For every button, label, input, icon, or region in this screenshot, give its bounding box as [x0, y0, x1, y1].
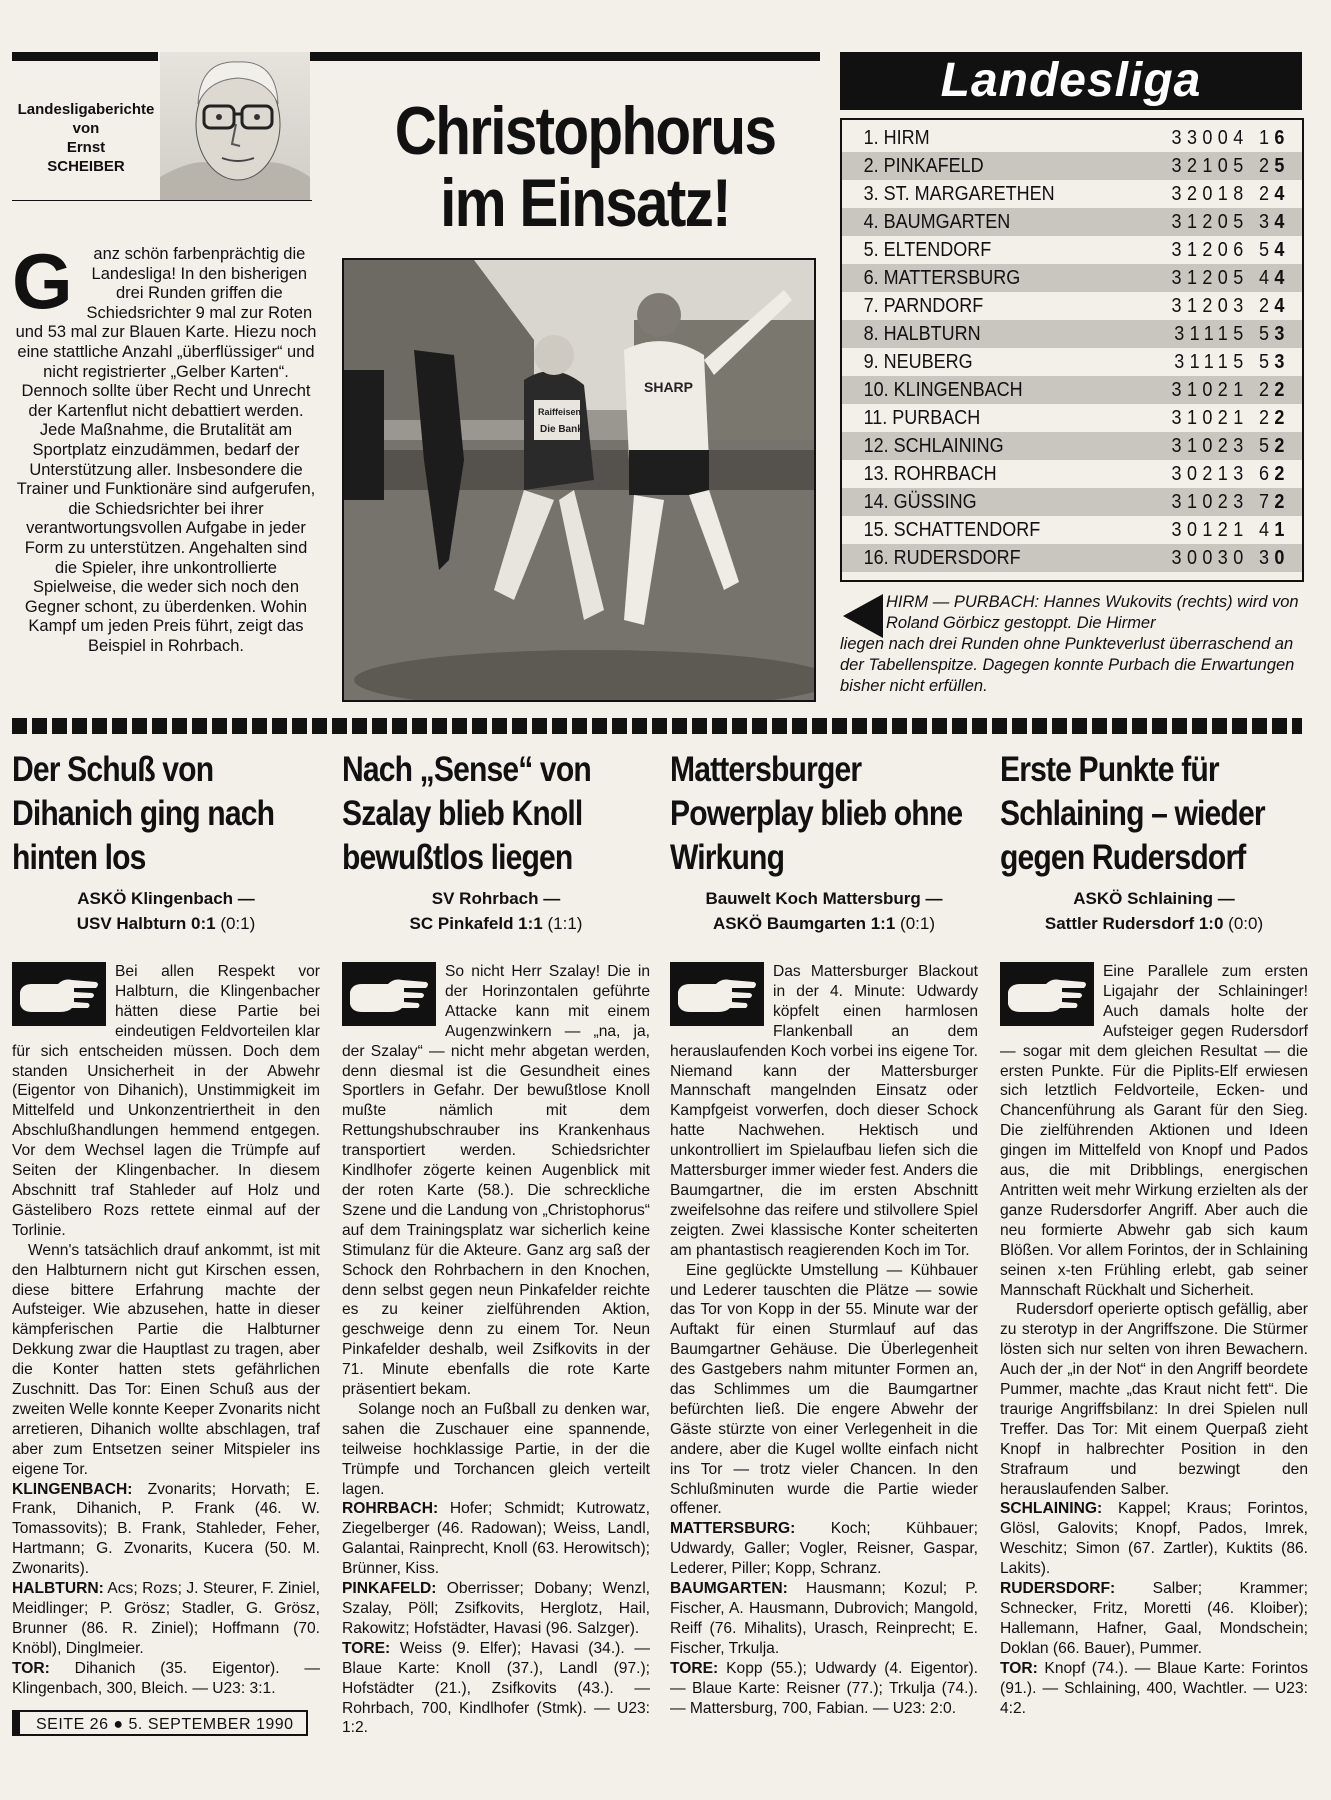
table-points: 2 [1274, 435, 1285, 457]
article-result [670, 911, 978, 936]
landesliga-title: Landesliga [840, 52, 1302, 110]
table-stats [1172, 152, 1285, 180]
caption-arrow-icon [843, 594, 883, 638]
article-body [1000, 962, 1308, 1718]
table-team: 9. NEUBERG [863, 351, 973, 373]
article-lineup: HALBTURN: Acs; Rozs; J. Steurer, F. Ziniel, Meidlinger; P. Grösz; Stadler, G. Grösz, Brunner (86. R. Ziniel); Hoffmann (70. Knöbl), Dinglmeier. [12, 1580, 320, 1657]
table-record: 30121 4 [1171, 519, 1275, 541]
table-team: 1. HIRM [863, 127, 930, 149]
table-stats [1172, 208, 1285, 236]
table-points: 4 [1274, 183, 1285, 205]
table-row [842, 348, 1302, 376]
article-body [12, 962, 320, 1699]
article-away-team-score: SC Pinkafeld 1:1 [409, 914, 543, 933]
intro-body: anz schön farbenprächtig die Landesliga! In den bisherigen drei Runden griffen die Schiedsrichter 9 mal zur Roten und 53 mal zur Blauen Karte. Hiezu noch eine stattliche Anzahl „überflüssiger“ und nicht registrierter „Gelber Karten“. Dennoch sollte über Recht und Unrecht der Kartenflut nicht debattiert werden. Jede Maßnahme, die Brutalität am Sportplatz einzudämmen, bedarf der Unterstützung aller. Insbesondere die Trainer und Funktionäre sind aufgerufen, die Schiedsrichter bei ihrer verantwortungsvollen Aufgabe in jeder Form zu unterstützen. Angehalten sind die Spieler, ihre unkontrollierte Spielweise, die weder sich noch den Gegner schont, zu überdenken. Wohin Kampf um jeden Preis führt, zeigt das Beispiel in Rohrbach. [15, 245, 317, 655]
article-lineup: BAUMGARTEN: Hausmann; Kozul; P. Fischer, A. Hausmann, Dubrovich; Mangold, Reiff (76. Mihalits), Urasch, Reinprecht; E. Fischer, Trkulja. [670, 1580, 978, 1657]
article-paragraph: So nicht Herr Szalay! Die in der Horinzontalen geführte Attacke kann mit einem Augenzwinkern — „na, ja, der Szalay“ — nicht mehr abgetan werden, denn diesmal ist die Gesundheit eines Sportlers in Gefahr. Der bewußtlose Knoll mußte nämlich mit dem Rettungshubschrauber ins Krankenhaus transportiert werden. Schiedsrichter Kindlhofer zögerte keinen Augenblick mit der roten Karte (58.). Die schreckliche Szene und die Landung von „Christophorus“ auf dem Trainingsplatz war sicherlich keine Stimulanz für die Akteure. Ganz arg saß der Schock den Rohrbachern in den Knochen, denn selbst gegen neun Pinkafelder reichte es zu keiner zielführenden Aktion, geschweige denn zu einem Tor. Neun Pinkafelder deshalb, weil Zsifkovits in der 71. Minute ebenfalls die rote Karte präsentiert bekam. [342, 963, 650, 1399]
photo-shirt-text-sharp: SHARP [644, 379, 694, 395]
pointing-hand-icon [670, 962, 764, 1026]
table-stats [1172, 488, 1285, 516]
table-record: 31021 2 [1171, 379, 1275, 401]
article-match [342, 886, 650, 936]
table-row [842, 208, 1302, 236]
table-points: 4 [1274, 267, 1285, 289]
byline-author: SCHEIBER [47, 158, 125, 175]
table-points: 4 [1274, 211, 1285, 233]
photo-caption-line2: liegen nach drei Runden ohne Punkteverlust überraschend an der Tabellenspitze. Dagegen konnte Purbach die Erwartungen bisher nicht erfüllen. [840, 635, 1295, 695]
author-portrait [160, 52, 310, 200]
table-record: 31205 4 [1171, 267, 1275, 289]
article-result [12, 911, 320, 936]
table-stats [1172, 376, 1285, 404]
table-team: 10. KLINGENBACH [863, 379, 1023, 401]
table-row [842, 236, 1302, 264]
article-home-team: ASKÖ Schlaining — [1073, 889, 1235, 908]
article-goals: TOR: Dihanich (35. Eigentor). — Klingenbach, 300, Bleich. — U23: 3:1. [12, 1659, 320, 1697]
table-record: 31115 5 [1174, 351, 1275, 373]
table-points: 2 [1274, 407, 1285, 429]
table-row [842, 320, 1302, 348]
top-rule-left [12, 52, 158, 61]
article-match [670, 886, 978, 936]
article-home-team: Bauwelt Koch Mattersburg — [705, 889, 943, 908]
photo-caption-line1: HIRM — PURBACH: Hannes Wukovits (rechts) wird von Roland Görbicz gestoppt. Die Hirmer [886, 593, 1299, 632]
table-stats [1172, 124, 1285, 152]
match-photo [342, 258, 816, 702]
table-team: 4. BAUMGARTEN [863, 211, 1011, 233]
table-points: 2 [1274, 379, 1285, 401]
article-4 [1000, 748, 1308, 1718]
table-row [842, 516, 1302, 544]
table-record: 30030 3 [1171, 547, 1275, 569]
table-team: 13. ROHRBACH [863, 463, 997, 485]
table-stats [1172, 544, 1285, 572]
table-row [842, 432, 1302, 460]
article-goals: TORE: Kopp (55.); Udwardy (4. Eigentor). — Blaue Karte: Reisner (77.); Trkulja (74.). — Mattersburg, 700, Fabian. — U23: 2:0. [670, 1659, 978, 1717]
main-headline [379, 95, 792, 239]
page-footer: SEITE 26 ● 5. SEPTEMBER 1990 [12, 1710, 308, 1736]
table-stats [1174, 320, 1284, 348]
table-points: 2 [1274, 491, 1285, 513]
table-row [842, 152, 1302, 180]
table-points: 4 [1274, 239, 1285, 261]
table-points: 3 [1274, 351, 1285, 373]
article-3 [670, 748, 978, 1718]
article-paragraph: Eine geglückte Umstellung — Kühbauer und Lederer tauschten die Plätze — sowie das Tor von Kopp in der 55. Minute war der Auftakt für einen Sturmlauf auf das Baumgartner Gehäuse. Die Überlegenheit des Gastgebers nahm mitunter Formen an, das Schlimmes um die Baumgartner befürchten ließ. Die engere Abwehr der Gäste stürzte von einer Verlegenheit in die andere, aber die Kugel wollte einfach nicht ins Tor — trotz vieler Chancen. In den Schlußminuten wurde die Partie wieder offener. [670, 1261, 978, 1518]
intro-dropcap: G [12, 237, 73, 325]
table-record: 31203 2 [1171, 295, 1275, 317]
intro-text [12, 237, 320, 656]
article-halftime: (0:1) [220, 914, 256, 933]
article-away-team-score: USV Halbturn 0:1 [76, 914, 216, 933]
table-points: 3 [1274, 323, 1285, 345]
table-record: 31115 5 [1174, 323, 1275, 345]
table-record: 33004 1 [1171, 127, 1275, 149]
photo-shirt-text-raiffeisen: Raiffeisen [538, 407, 582, 417]
pointing-hand-icon [342, 962, 436, 1026]
article-lineup: RUDERSDORF: Salber; Krammer; Schnecker, Fritz, Moretti (46. Kloiber); Hallemann, Hafner, Gaal, Mondschein; Doklan (66. Bauer), Pummer. [1000, 1580, 1308, 1657]
table-stats [1172, 460, 1285, 488]
landesliga-table [840, 118, 1304, 582]
byline-line1: Landesligaberichte [17, 101, 155, 118]
table-points: 6 [1274, 127, 1285, 149]
table-record: 31023 7 [1171, 491, 1275, 513]
table-points: 1 [1274, 519, 1285, 541]
table-row [842, 292, 1302, 320]
article-paragraph: Wenn's tatsächlich drauf ankommt, ist mit den Halbturnern nicht gut Kirschen essen, diese bittere Erfahrung machte der Aufsteiger. Wie abzusehen, hatte in dieser kämpferischen Partie die Halbturner Dekkung zwar die Hauptlast zu tragen, aber die Konter hatten stets gefährlichen Zuschnitt. Das Tor: Einen Schuß aus der zweiten Welle konnte Keeper Zvonarits nicht arretieren, Dihanich wollte abschlagen, traf aber zum Entsetzen seiner Mitspieler ins eigene Tor. [12, 1241, 320, 1478]
table-row [842, 124, 1302, 152]
table-team: 12. SCHLAINING [863, 435, 1004, 457]
byline-divider [12, 200, 312, 201]
article-halftime: (0:1) [900, 914, 936, 933]
article-halftime: (1:1) [547, 914, 583, 933]
article-match [12, 886, 320, 936]
article-headline: Erste Punkte für Schlaining – wieder gegen Rudersdorf [1000, 750, 1265, 877]
table-team: 3. ST. MARGARETHEN [863, 183, 1055, 205]
article-body [342, 962, 650, 1738]
article-home-team: SV Rohrbach — [431, 889, 561, 908]
article-result [342, 911, 650, 936]
article-away-team-score: Sattler Rudersdorf 1:0 [1044, 914, 1224, 933]
article-lineup: ROHRBACH: Hofer; Schmidt; Kutrowatz, Ziegelberger (46. Radowan); Weiss, Landl, Galantai, Rainprecht, Knoll (63. Herowitsch); Brünner, Kiss. [342, 1500, 650, 1578]
table-row [842, 460, 1302, 488]
article-goals: TORE: Weiss (9. Elfer); Havasi (34.). — Blaue Karte: Knoll (37.), Landl (97.); Hofstädter (21.), Zsifkovits (43.). — Rohrbach, 700, Kindlhofer (Stmk). — U23: 1:2. [342, 1639, 650, 1737]
table-team: 14. GÜSSING [863, 491, 977, 513]
top-rule-right [254, 52, 820, 61]
byline-line2: von [72, 120, 100, 137]
table-row [842, 376, 1302, 404]
article-headline: Nach „Sense“ von Szalay blieb Knoll bewußtlos liegen [342, 750, 591, 877]
article-paragraph: Bei allen Respekt vor Halbturn, die Klingenbacher hätten diese Partie bei eindeutigen Feldvorteilen klar für sich entscheiden müssen. Doch dem standen Unsicherheit in der Abwehr (Eigentor von Dihanich), Unstimmigkeit im Mittelfeld und Unkonzentriertheit in den Abschlußhandlungen hemmend entgegen. Vor dem Wechsel lagen die Trümpfe auf Seiten der Klingenbacher. In diesem Abschnitt traf Stahleder auf Holz und Gästelibero Rozs rettete einmal auf der Torlinie. [12, 963, 320, 1239]
main-headline-line1: Christophorus [394, 93, 776, 169]
table-points: 0 [1274, 547, 1285, 569]
table-stats [1172, 404, 1285, 432]
table-stats [1172, 432, 1285, 460]
table-row [842, 404, 1302, 432]
article-paragraph: Rudersdorf operierte optisch gefällig, aber zu sterotyp in der Angriffszone. Die Stürmer lösten sich nur selten von ihren Bewachern. Auch der „in der Not“ in den Angriff beordete Pummer, machte „das Kraut nicht fett“. Die traurige Angriffsbilanz: In drei Spielen null Treffer. Das Tor: Mit einem Querpaß zieht Knopf in halbrechter Position in den Strafraum und bezwingt den herauslaufenden Salber. [1000, 1301, 1308, 1498]
table-stats [1172, 292, 1285, 320]
table-record: 32105 2 [1171, 155, 1275, 177]
article-paragraph: Eine Parallele zum ersten Ligajahr der Schlaininger! Auch damals holte der Aufsteiger gegen Rudersdorf — sogar mit dem gleichen Resultat — die ersten Punkte. Für die Piplits-Elf erwiesen sich letztlich Feldvorteile, Ecken- und Chancenführung als Garant für den Sieg. Die zielführenden Aktionen und Ideen gingen im Mittelfeld von Knopf und Pados aus, die mit Dribblings, energischen Antritten weit mehr Wirkung erzielten als der ganze Rudersdorfer Angriff. Aber auch die neu formierte Abwehr gab sich kaum Blößen. Vor allem Forintos, der in Schlaining seinen x-ten Frühling erlebt, gab seiner Mannschaft Rückhalt und Sicherheit. [1000, 963, 1308, 1299]
article-result [1000, 911, 1308, 936]
table-team: 15. SCHATTENDORF [863, 519, 1041, 541]
article-lineup: PINKAFELD: Oberrisser; Dobany; Wenzl, Szalay, Pöll; Zsifkovits, Herglotz, Hail, Rakowitz; Hofstädter, Havasi (96. Salzger). [342, 1580, 650, 1637]
article-lineup: MATTERSBURG: Koch; Kühbauer; Udwardy, Galler; Vogler, Reisner, Gaspar, Lederer, Piller; Kopp, Schranz. [670, 1520, 978, 1578]
table-row [842, 264, 1302, 292]
main-headline-line2: im Einsatz! [440, 165, 730, 241]
article-paragraph: Solange noch an Fußball zu denken war, sahen die Zuschauer eine spannende, teilweise hochklassige Partie, in der die Trümpfe und Torchancen gleich verteilt lagen. [342, 1400, 650, 1498]
table-points: 4 [1274, 295, 1285, 317]
table-stats [1172, 516, 1285, 544]
table-record: 31023 5 [1171, 435, 1275, 457]
byline-line3: Ernst [66, 139, 106, 156]
table-record: 31206 5 [1171, 239, 1275, 261]
table-team: 8. HALBTURN [863, 323, 981, 345]
table-record: 32018 2 [1171, 183, 1275, 205]
article-away-team-score: ASKÖ Baumgarten 1:1 [712, 914, 896, 933]
table-row [842, 488, 1302, 516]
table-team: 5. ELTENDORF [863, 239, 992, 261]
article-home-team: ASKÖ Klingenbach — [77, 889, 255, 908]
table-team: 16. RUDERSDORF [863, 547, 1021, 569]
table-stats [1172, 264, 1285, 292]
article-2 [342, 748, 650, 1738]
table-points: 5 [1274, 155, 1285, 177]
table-row [842, 544, 1302, 572]
table-stats [1172, 180, 1285, 208]
section-separator [12, 718, 1302, 734]
article-lineup: KLINGENBACH: Zvonarits; Horvath; E. Frank, Dihanich, P. Frank (46. W. Tomassovits); B. Frank, Stahleder, Feher, Hartmann; G. Zvonarits, Kucera (50. M. Zwonarits). [12, 1480, 320, 1578]
article-lineup: SCHLAINING: Kappel; Kraus; Forintos, Glösl, Galovits; Knopf, Pados, Imrek, Weschitz; Simon (67. Zartler), Kuktits (86. Lakits). [1000, 1500, 1308, 1578]
table-record: 30213 6 [1171, 463, 1275, 485]
article-headline: Mattersburger Powerplay blieb ohne Wirkung [670, 750, 963, 877]
pointing-hand-icon [12, 962, 106, 1026]
article-1 [12, 748, 320, 1699]
table-team: 6. MATTERSBURG [863, 267, 1021, 289]
table-record: 31021 2 [1171, 407, 1275, 429]
article-halftime: (0:0) [1228, 914, 1264, 933]
article-goals: TOR: Knopf (74.). — Blaue Karte: Forintos (91.). — Schlaining, 400, Wachtler. — U23: 4:2. [1000, 1659, 1308, 1717]
table-stats [1172, 236, 1285, 264]
article-body [670, 962, 978, 1718]
article-paragraph: Das Mattersburger Blackout in der 4. Minute: Udwardy köpfelt einen harmlosen Flankenball an dem herauslaufenden Koch vorbei ins eigene Tor. Niemand kann der Mattersburger Mannschaft mangelnden Einsatz oder Kampfgeist vorwerfen, doch dieser Schock hatte Nachwehen. Hektisch und unkontrolliert im Spielaufbau liefen sich die Mattersburger immer wieder fest. Anders die Baumgartner, die im ersten Abschnitt zweifelsohne das reifere und stilvollere Spiel zeigten. Zwei klassische Konter scheiterten am phantastisch reagierenden Koch im Tor. [670, 963, 978, 1259]
table-points: 2 [1274, 463, 1285, 485]
table-team: 7. PARNDORF [863, 295, 984, 317]
table-team: 2. PINKAFELD [863, 155, 984, 177]
pointing-hand-icon [1000, 962, 1094, 1026]
table-row [842, 180, 1302, 208]
byline [12, 100, 160, 176]
table-record: 31205 3 [1171, 211, 1275, 233]
table-team: 11. PURBACH [863, 407, 981, 429]
photo-shirt-text-bank: Die Bank [540, 424, 583, 435]
table-stats [1174, 348, 1284, 376]
article-headline: Der Schuß von Dihanich ging nach hinten los [12, 750, 275, 877]
article-match [1000, 886, 1308, 936]
